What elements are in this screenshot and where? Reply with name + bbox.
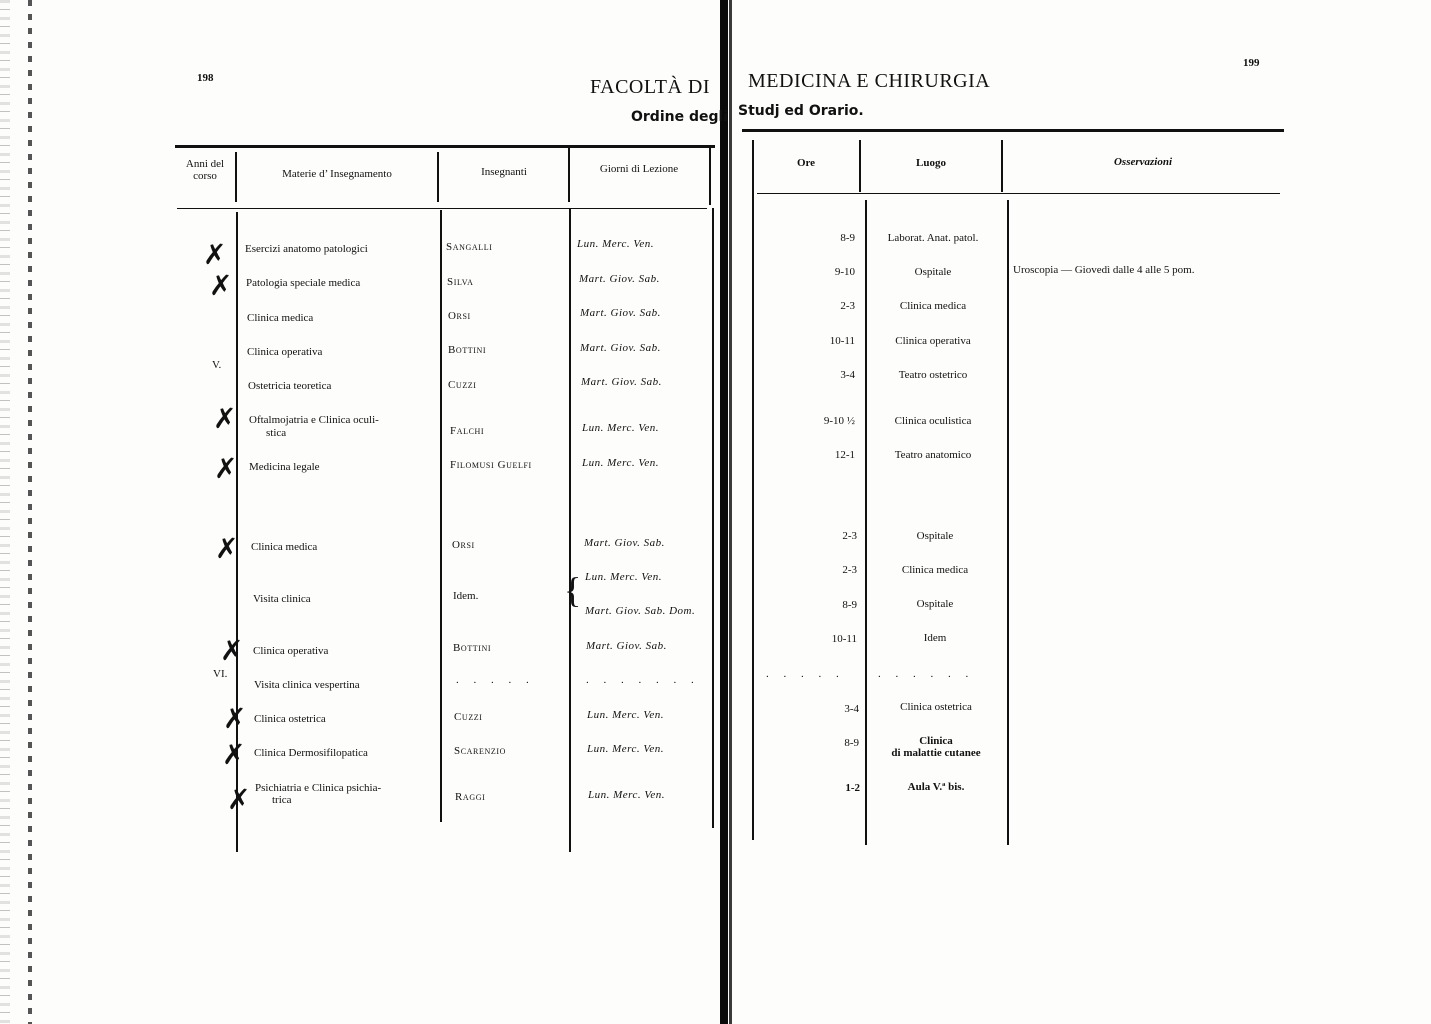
handwritten-x-mark: ✗: [227, 783, 251, 816]
giorni-cell: Mart. Giov. Sab.: [584, 537, 665, 549]
luogo-cell: Aula V.ª bis.: [907, 781, 965, 793]
luogo-cell: Clinica operativa: [895, 335, 971, 347]
col-rule: [865, 200, 867, 845]
luogo-cell: Teatro ostetrico: [898, 369, 968, 381]
materia-cell: Clinica ostetrica: [254, 713, 326, 725]
materia-cell: Clinica medica: [247, 312, 314, 324]
insegnante-cell: Cuzzi: [454, 711, 483, 723]
col-rule: [1007, 200, 1009, 845]
rule-top-left: [175, 145, 715, 148]
handwritten-x-mark: ✗: [214, 452, 238, 485]
handwritten-x-mark: ✗: [215, 532, 239, 565]
ore-cell: 1-2: [845, 782, 860, 794]
book-spine-shadow: [729, 0, 732, 1024]
page-subtitle-left: Ordine degli: [631, 109, 729, 125]
luogo-cell: Ospitale: [914, 266, 952, 278]
col-header-osservazioni: Osservazioni: [1113, 156, 1173, 168]
insegnante-cell: Idem.: [453, 590, 479, 602]
materia-cell: Esercizi anatomo patologici: [245, 243, 368, 255]
page-number-left: 198: [197, 72, 214, 84]
luogo-cell: Clinica: [919, 735, 953, 747]
giorni-cell: Lun. Merc. Ven.: [577, 238, 655, 250]
handwritten-x-mark: ✗: [223, 702, 247, 735]
page-edge-shadow: [28, 0, 32, 1024]
col-header-ore: Ore: [796, 157, 816, 169]
insegnante-cell: Bottini: [448, 344, 487, 356]
insegnante-cell: Filomusi Guelfi: [450, 459, 532, 471]
giorni-cell: Lun. Merc. Ven.: [588, 789, 666, 801]
luogo-cell: Clinica medica: [899, 300, 967, 312]
luogo-cell: Teatro anatomico: [894, 449, 972, 461]
handwritten-x-mark: ✗: [213, 402, 237, 435]
luogo-cell: Clinica medica: [901, 564, 969, 576]
materia-cell: Clinica operativa: [247, 346, 323, 358]
ore-cell: 2-3: [842, 530, 857, 542]
col-rule: [709, 145, 711, 205]
ore-cell: 10-11: [831, 633, 857, 645]
giorni-cell: Lun. Merc. Ven.: [585, 571, 663, 583]
col-header-insegnanti: Insegnanti: [481, 166, 527, 178]
handwritten-x-mark: ✗: [203, 238, 227, 271]
ore-cell: 8-9: [844, 737, 859, 749]
materia-cell: Visita clinica: [253, 593, 311, 605]
col-header-luogo: Luogo: [916, 157, 946, 169]
col-header-giorni: Giorni di Lezione: [599, 163, 679, 175]
giorni-cell: Mart. Giov. Sab.: [580, 307, 661, 319]
ore-cell: 12-1: [834, 449, 855, 461]
ore-cell: 9-10: [834, 266, 855, 278]
materia-cell: Medicina legale: [249, 461, 320, 473]
col-rule: [235, 152, 237, 202]
luogo-cell-2: di malattie cutanee: [891, 747, 981, 759]
giorni-cell: Mart. Giov. Sab.: [586, 640, 667, 652]
insegnante-cell: Orsi: [448, 310, 471, 322]
brace-glyph: {: [564, 570, 582, 610]
page-subtitle-right: Studj ed Orario.: [738, 103, 864, 119]
col-rule: [752, 140, 754, 840]
year-label-v: V.: [212, 359, 222, 371]
luogo-cell-2: Ospitale: [916, 598, 954, 610]
giorni-cell-2: Mart. Giov. Sab. Dom.: [585, 605, 696, 617]
materia-cell: Clinica medica: [251, 541, 318, 553]
page-title-right: MEDICINA E CHIRURGIA: [748, 70, 991, 92]
materia-cell: Ostetricia teoretica: [248, 380, 332, 392]
materia-cell-continued: stica: [266, 427, 287, 439]
ore-cell: 3-4: [840, 369, 855, 381]
materia-cell: Clinica operativa: [253, 645, 329, 657]
col-header-materie: Materie d’ Insegnamento: [282, 168, 392, 180]
materia-cell: Clinica Dermosifilopatica: [254, 747, 368, 759]
materia-cell: Oftalmojatria e Clinica oculi-: [249, 414, 379, 426]
luogo-cell: Clinica oculistica: [894, 415, 972, 427]
col-rule: [712, 208, 714, 828]
osservazioni-cell: Uroscopia — Giovedì dalle 4 alle 5 pom.: [1013, 264, 1195, 276]
insegnante-cell: Falchi: [450, 425, 485, 437]
insegnante-cell: Orsi: [452, 539, 475, 551]
ore-cell: 2-3: [842, 564, 857, 576]
rule-top-right: [742, 129, 1284, 132]
insegnante-cell: Cuzzi: [448, 379, 477, 391]
rule-header-right: [757, 193, 1280, 194]
insegnante-cell: Bottini: [453, 642, 492, 654]
page-number-right: 199: [1243, 57, 1260, 69]
handwritten-x-mark: ✗: [222, 738, 246, 771]
insegnante-cell: Raggi: [455, 791, 486, 803]
materia-cell-continued: trica: [272, 794, 292, 806]
handwritten-x-mark: ✗: [209, 269, 233, 302]
luogo-cell: Clinica ostetrica: [900, 701, 972, 713]
col-rule: [440, 210, 442, 822]
handwritten-x-mark: ✗: [220, 634, 244, 667]
empty-cell-dots: . . . . .: [456, 674, 535, 686]
ore-cell: 2-3: [840, 300, 855, 312]
page-title-left: FACOLTÀ DI: [590, 76, 711, 98]
insegnante-cell: Silva: [447, 276, 474, 288]
year-label-vi: VI.: [213, 668, 228, 680]
col-rule: [1001, 140, 1003, 192]
materia-cell: Psichiatria e Clinica psichia-: [255, 782, 382, 794]
insegnante-cell: Scarenzio: [454, 745, 506, 757]
book-spine: [720, 0, 728, 1024]
luogo-cell: Ospitale: [916, 530, 954, 542]
ore-cell: 10-11: [829, 335, 855, 347]
giorni-cell: Lun. Merc. Ven.: [582, 422, 660, 434]
col-rule: [569, 208, 571, 852]
page-edge-left: [0, 0, 10, 1024]
giorni-cell: Mart. Giov. Sab.: [580, 342, 661, 354]
empty-cell-dots: . . . . .: [766, 668, 845, 680]
ore-cell-2: 8-9: [842, 599, 857, 611]
col-rule: [437, 152, 439, 202]
giorni-cell: Mart. Giov. Sab.: [579, 273, 660, 285]
materia-cell: Patologia speciale medica: [246, 277, 361, 289]
giorni-cell: Mart. Giov. Sab.: [581, 376, 662, 388]
col-header-anni: Anni del corso: [185, 158, 225, 182]
materia-cell: Visita clinica vespertina: [254, 679, 360, 691]
giorni-cell: Lun. Merc. Ven.: [587, 743, 665, 755]
ore-cell: 8-9: [840, 232, 855, 244]
giorni-cell: Lun. Merc. Ven.: [587, 709, 665, 721]
ore-cell: 9-10 ½: [823, 415, 855, 427]
luogo-cell: Laborat. Anat. patol.: [887, 232, 979, 244]
empty-cell-dots: . . . . . .: [878, 668, 975, 680]
col-rule: [568, 148, 570, 202]
empty-cell-dots: . . . . . . .: [586, 674, 700, 686]
ore-cell: 3-4: [844, 703, 859, 715]
luogo-cell: Idem: [923, 632, 947, 644]
giorni-cell: Lun. Merc. Ven.: [582, 457, 660, 469]
rule-header-left: [177, 208, 707, 209]
insegnante-cell: Sangalli: [446, 241, 493, 253]
